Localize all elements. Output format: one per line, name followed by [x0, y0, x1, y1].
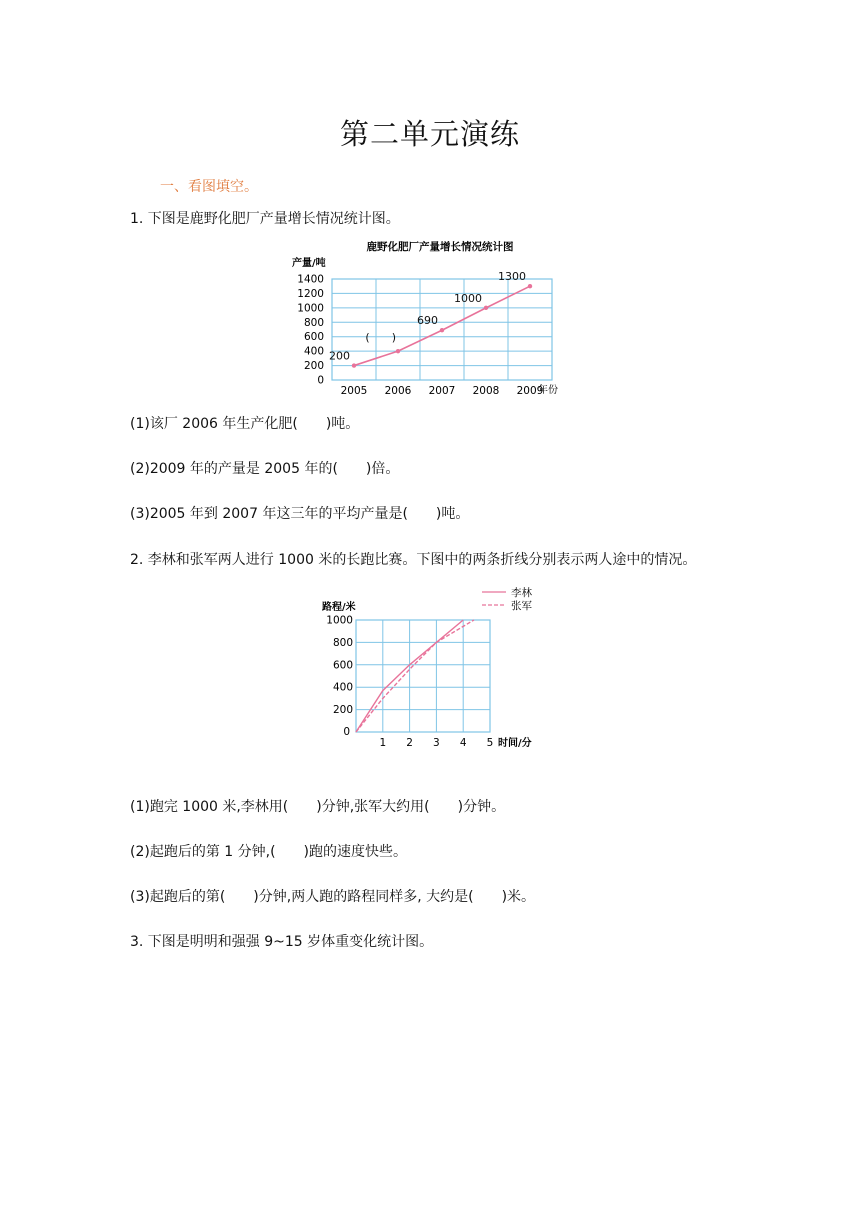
section-heading: 一、看图填空。: [160, 179, 258, 195]
legend-label: 李林: [511, 587, 532, 599]
x-tick-label: 2009: [516, 385, 544, 397]
x-tick-label: 2008: [472, 385, 500, 397]
plot-frame: [356, 620, 490, 732]
x-tick-label: 2005: [340, 385, 368, 397]
y-tick-label: 200: [332, 704, 353, 717]
x-axis-label: 时间/分: [498, 738, 532, 749]
y-tick-label: 800: [332, 636, 353, 649]
chart-title: 鹿野化肥厂产量增长情况统计图: [366, 241, 514, 253]
y-tick-label: 0: [317, 374, 324, 387]
x-axis-label: 年份: [538, 385, 558, 396]
x-tick-label: 0: [343, 726, 350, 738]
y-tick-label: 1400: [297, 273, 324, 286]
x-tick-label: 3: [433, 737, 440, 749]
y-tick-label: 1200: [297, 287, 324, 300]
x-tick-label: 4: [459, 737, 467, 749]
q1-sub3: (3)2005 年到 2007 年这三年的平均产量是( )吨。: [130, 506, 470, 522]
chart-race: [318, 584, 578, 754]
data-label: ( ): [365, 331, 396, 345]
series-line: [354, 286, 530, 365]
y-tick-label: 1000: [326, 614, 353, 627]
y-tick-label: 800: [303, 316, 324, 329]
y-tick-label: 600: [303, 331, 324, 344]
q2-sub3: (3)起跑后的第( )分钟,两人跑的路程同样多, 大约是( )米。: [130, 889, 536, 905]
data-point: [484, 306, 488, 310]
data-point: [528, 284, 532, 288]
data-label: 690: [417, 314, 438, 328]
data-point: [396, 349, 400, 353]
x-tick-label: 1: [379, 737, 387, 749]
y-tick-label: 1000: [297, 302, 324, 315]
legend-label: 张军: [511, 600, 532, 612]
series-line-2: [356, 620, 474, 732]
y-axis-label: 路程/米: [322, 602, 356, 613]
q2-sub2: (2)起跑后的第 1 分钟,( )跑的速度快些。: [130, 844, 408, 860]
y-tick-label: 200: [303, 360, 324, 373]
x-tick-label: 5: [486, 737, 494, 749]
y-tick-label: 400: [303, 345, 324, 358]
data-label: 1000: [454, 291, 482, 305]
x-tick-label: 2007: [428, 385, 456, 397]
q2-intro: 2. 李林和张军两人进行 1000 米的长跑比赛。下图中的两条折线分别表示两人途中的情况。: [130, 552, 697, 568]
y-tick-label: 600: [332, 659, 353, 672]
q1-sub2: (2)2009 年的产量是 2005 年的( )倍。: [130, 461, 400, 477]
chart-production: [286, 236, 586, 401]
y-tick-label: 400: [332, 681, 353, 694]
data-label: 1300: [498, 270, 526, 284]
q1-sub1: (1)该厂 2006 年生产化肥( )吨。: [130, 416, 360, 432]
x-tick-label: 2006: [384, 385, 412, 397]
y-axis-label: 产量/吨: [292, 258, 326, 269]
data-point: [440, 328, 444, 332]
page-title: 第二单元演练: [339, 117, 520, 151]
x-tick-label: 2: [406, 737, 413, 749]
data-label: 200: [329, 349, 350, 363]
data-point: [352, 363, 356, 367]
q1-intro: 1. 下图是鹿野化肥厂产量增长情况统计图。: [130, 211, 400, 227]
q2-sub1: (1)跑完 1000 米,李林用( )分钟,张军大约用( )分钟。: [130, 799, 506, 815]
q3-intro: 3. 下图是明明和强强 9~15 岁体重变化统计图。: [130, 934, 434, 950]
